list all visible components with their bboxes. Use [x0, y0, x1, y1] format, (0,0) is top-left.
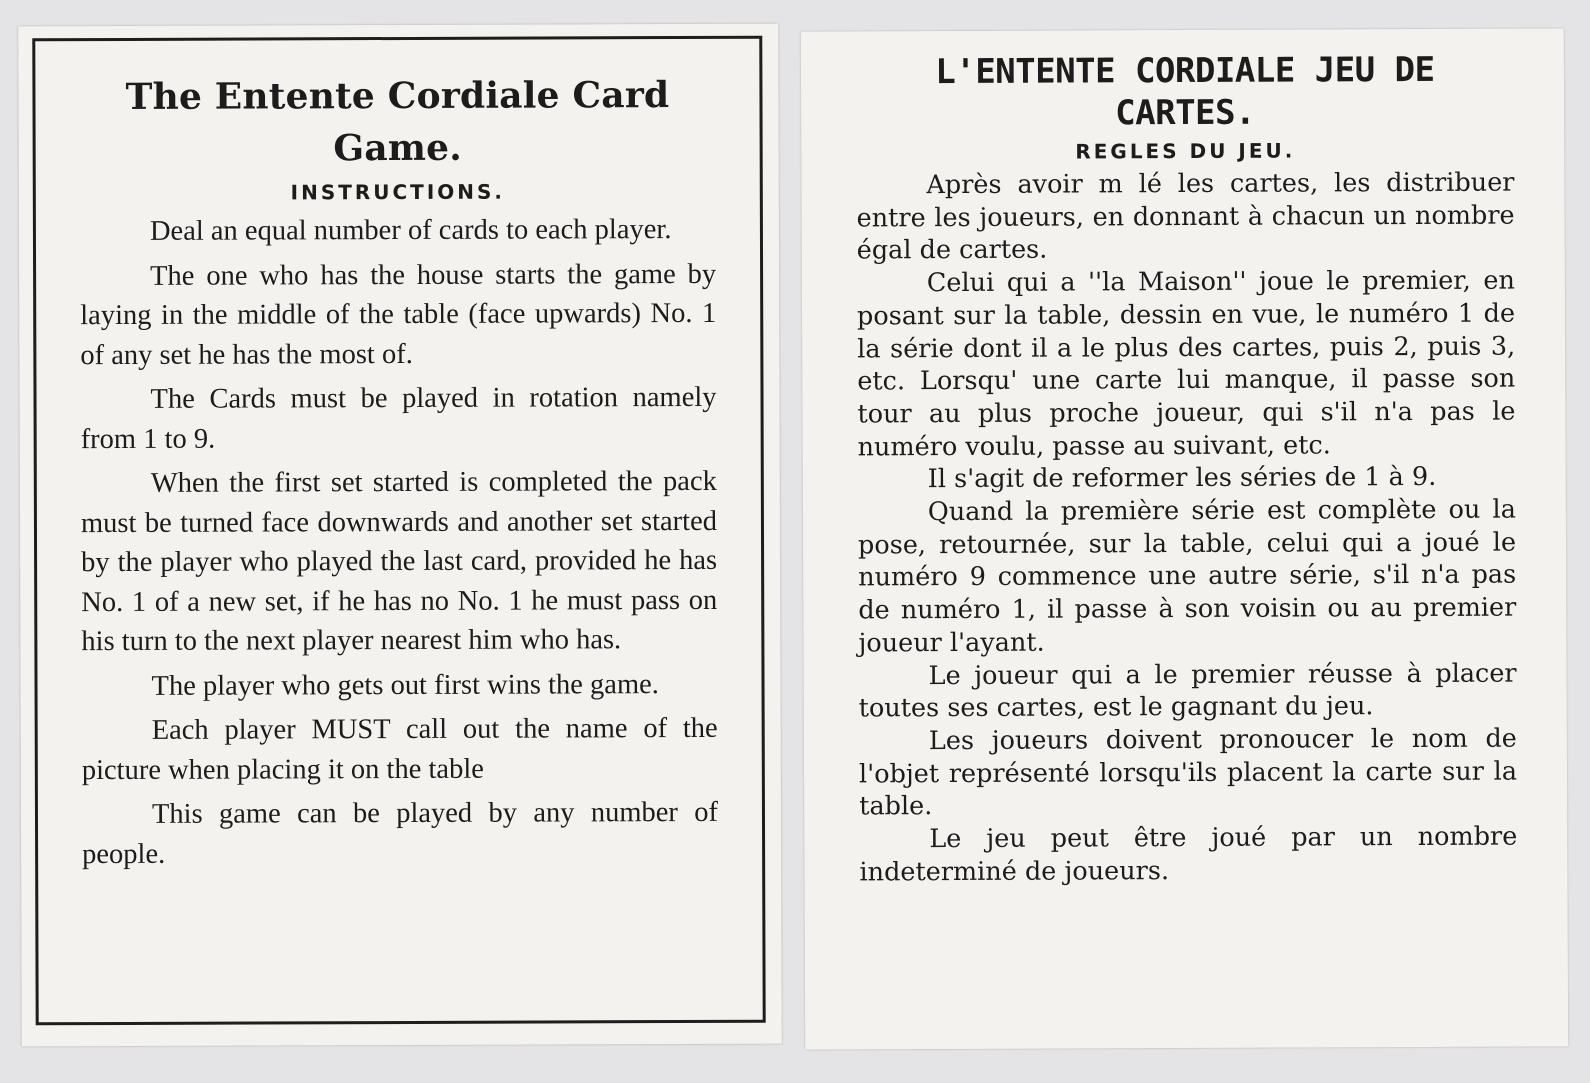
- french-paragraph-players: Le jeu peut être joué par un nombre indeterminé de joueurs.: [859, 821, 1518, 888]
- french-paragraph-winner: Le joueur qui a le premier réusse à placer toutes ses cartes, est le gagnant du jeu.: [858, 658, 1517, 724]
- french-card-subtitle: REGLES DU JEU.: [1075, 138, 1296, 164]
- french-card-title: L'ENTENTE CORDIALE JEU DE CARTES.: [935, 49, 1435, 134]
- french-paragraph-new-set: Quand la première série est complète ou la pose, retournée, sur la table, celui qui a joué le numéro 9 commence une autre série, s'il n'a pas de numéro 1, il passe à son voisin ou au premier joueur l'ayant.: [857, 494, 1517, 659]
- english-card-title: The Entente Cordiale Card Game.: [125, 74, 670, 170]
- french-paragraph-start: Celui qui a ''la Maison'' joue le premier, en posant sur la table, dessin en vue, le numéro 1 de la série dont il a le plus des cartes, puis 2, puis 3, etc. Lorsqu' une carte lui manque, il passe son tour au plus proche joueur, qui s'il n'a pas le numéro voulu, passe au suivant, etc.: [856, 265, 1516, 463]
- french-paragraph-series: Il s'agit de reformer les séries de 1 à 9.: [927, 462, 1437, 495]
- french-instruction-card: [801, 28, 1568, 1049]
- english-paragraph-call-out: Each player MUST call out the name of the picture when placing it on the table: [81, 712, 718, 786]
- french-paragraph-call-out: Les joueurs doivent pronoucer le nom de l'objet représenté lorsqu'ils placent la carte sur la table.: [858, 723, 1518, 822]
- english-paragraph-players: This game can be played by any number of people.: [82, 796, 719, 870]
- card-border-frame: [32, 36, 765, 1026]
- english-paragraph-deal: Deal an equal number of cards to each player.: [149, 214, 672, 247]
- english-card-subtitle: INSTRUCTIONS.: [290, 179, 506, 205]
- english-paragraph-rotation: The Cards must be played in rotation namely from 1 to 9.: [80, 381, 717, 455]
- french-paragraph-deal: Après avoir m lé les cartes, les distribuer entre les joueurs, en donnant à chacun un nombre égal de cartes.: [856, 167, 1515, 266]
- english-paragraph-start: The one who has the house starts the game by laying in the middle of the table (face upwards) No. 1 of any set he has the most of.: [80, 258, 717, 371]
- english-instruction-card: [18, 24, 782, 1047]
- english-paragraph-new-set: When the first set started is completed the pack must be turned face downwards and another set started by the player who played the last card, provided he has No. 1 of a new set, if he has no No. 1 he must pass on his turn to the next player nearest him who has.: [80, 465, 718, 658]
- english-paragraph-winner: The player who gets out first wins the game.: [151, 668, 659, 702]
